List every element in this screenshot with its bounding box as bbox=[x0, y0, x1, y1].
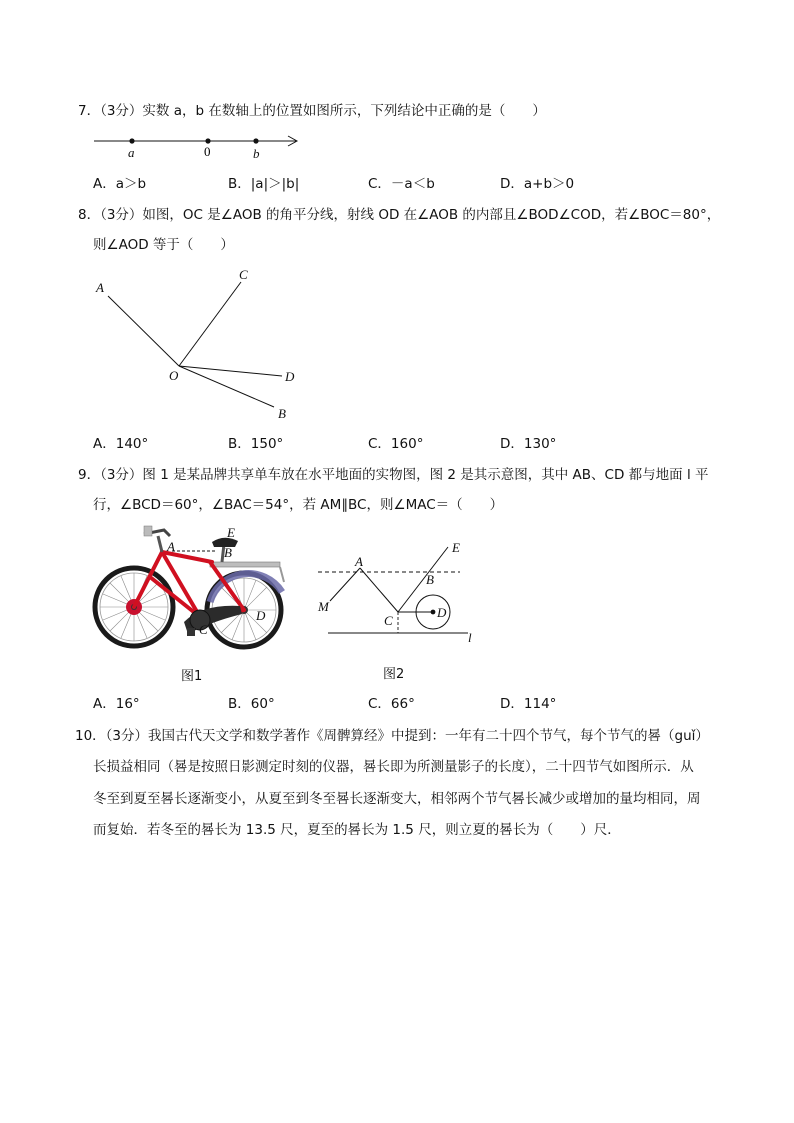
q9-option-d[interactable]: D．114° bbox=[500, 696, 557, 712]
q9-option-b[interactable]: B．60° bbox=[228, 696, 275, 712]
fig2-label-B: B bbox=[426, 572, 434, 587]
fig2-label-C: C bbox=[384, 613, 393, 628]
fig1-label-B: B bbox=[224, 545, 232, 560]
q8-option-a[interactable]: A．140° bbox=[93, 436, 149, 452]
label-zero: 0 bbox=[204, 144, 211, 159]
q7-option-a[interactable]: A．a＞b bbox=[93, 176, 147, 192]
fig1-label-D: D bbox=[256, 608, 266, 623]
q8-option-b[interactable]: B．150° bbox=[228, 436, 284, 452]
q10-line2: 长损益相同（晷是按照日影测定时刻的仪器，晷长即为所测量影子的长度），二十四节气如图所示．从 bbox=[93, 759, 694, 775]
point-a bbox=[129, 138, 134, 143]
fig2-label-l: l bbox=[468, 630, 472, 645]
fig1-label-E: E bbox=[227, 525, 235, 540]
fig1-label-C: C bbox=[199, 622, 208, 637]
q8-angle-diagram bbox=[88, 265, 318, 425]
label-a: a bbox=[128, 145, 135, 160]
fig2-label-E: E bbox=[452, 540, 460, 555]
q7-number-line bbox=[90, 130, 305, 162]
q10-line1: 10．（3分）我国古代天文学和数学著作《周髀算经》中提到：一年有二十四个节气，每个节气的晷（guǐ） bbox=[75, 728, 709, 744]
point-b bbox=[253, 138, 258, 143]
label-A: A bbox=[96, 280, 104, 295]
q9-option-a[interactable]: A．16° bbox=[93, 696, 140, 712]
q10-line4: 而复始．若冬至的晷长为 13.5 尺，夏至的晷长为 1.5 尺，则立夏的晷长为（ ）尺． bbox=[93, 822, 621, 838]
q9-option-c[interactable]: C．66° bbox=[368, 696, 415, 712]
q9-stem-line1: 9．（3分）图 1 是某品牌共享单车放在水平地面的实物图，图 2 是其示意图，其中 AB、CD 都与地面 l 平 bbox=[78, 467, 709, 483]
q9-bicycle-figure bbox=[92, 522, 297, 652]
q7-option-b[interactable]: B．|a|＞|b| bbox=[228, 176, 300, 192]
fig2-caption: 图2 bbox=[383, 667, 405, 682]
label-b: b bbox=[253, 146, 260, 161]
fig1-caption: 图1 bbox=[181, 669, 203, 684]
fig2-label-M: M bbox=[318, 599, 329, 614]
q10-line3: 冬至到夏至晷长逐渐变小，从夏至到冬至晷长逐渐变大，相邻两个节气晷长减少或增加的量均相同，周 bbox=[93, 791, 701, 807]
q7-option-c[interactable]: C．－a＜b bbox=[368, 176, 435, 192]
label-O: O bbox=[169, 368, 179, 383]
q8-stem-line1: 8．（3分）如图，OC 是∠AOB 的角平分线，射线 OD 在∠AOB 的内部且∠BOD∠COD，若∠BOC＝80°， bbox=[78, 207, 721, 223]
fig2-label-A: A bbox=[355, 554, 363, 569]
fig2-label-D: D bbox=[437, 605, 447, 620]
q9-schematic-figure bbox=[310, 535, 485, 650]
q7-option-d[interactable]: D．a+b＞0 bbox=[500, 176, 575, 192]
q8-option-d[interactable]: D．130° bbox=[500, 436, 557, 452]
q7-stem: 7．（3分）实数 a，b 在数轴上的位置如图所示，下列结论中正确的是（ ） bbox=[78, 103, 546, 119]
fig1-label-A: A bbox=[167, 539, 175, 554]
label-C: C bbox=[239, 267, 248, 282]
point-zero bbox=[205, 138, 210, 143]
q8-stem-line2: 则∠AOD 等于（ ） bbox=[93, 237, 234, 253]
q9-stem-line2: 行，∠BCD＝60°，∠BAC＝54°，若 AM∥BC，则∠MAC＝（ ） bbox=[93, 497, 504, 513]
label-D: D bbox=[285, 369, 295, 384]
label-B: B bbox=[278, 406, 286, 421]
q8-option-c[interactable]: C．160° bbox=[368, 436, 424, 452]
